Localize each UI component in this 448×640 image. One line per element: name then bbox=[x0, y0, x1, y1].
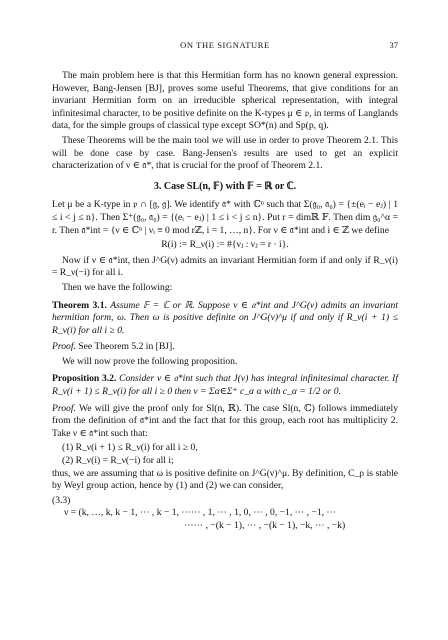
equation-line-2: ⋯⋯ , −(k − 1), ⋯ , −(k − 1), −k, ⋯ , −k) bbox=[184, 520, 346, 531]
section-heading: 3. Case SL(n, 𝔽) with 𝔽 = ℝ or ℂ. bbox=[153, 180, 297, 192]
closing-paragraph: thus, we are assuming that ω is positive definite on J^G(ν)^μ. By definition, C_ρ is stable by Weyl group action, hence by (1) and (2) we can consider, bbox=[52, 467, 398, 492]
running-title: ON THE SIGNATURE bbox=[180, 40, 270, 50]
condition-2: (2) R_ν(i) = R_ν(−i) for all i; bbox=[62, 455, 174, 467]
proof-label: Proof. bbox=[52, 402, 76, 414]
page-number: 37 bbox=[389, 40, 398, 50]
condition-1: (1) R_ν(i + 1) ≤ R_ν(i) for all i ≥ 0, bbox=[62, 442, 198, 454]
intro-paragraph-2: These Theorems will be the main tool we will use in order to prove Theorem 2.1. This will be done case by case. Bang-Jensen's results are used to get an explicit characterization of ν ∈ 𝔞*, that is crucial for the proof of Theorem 2.1. bbox=[52, 134, 398, 172]
theorem-3-1 bbox=[52, 300, 398, 338]
equation-number: (3.3) bbox=[52, 494, 71, 506]
intro-paragraph-1: The main problem here is that this Hermitian form has no known general expression. However, Bang-Jensen [BJ], proves some useful Theorems, that give conditions for an invariant Hermitian form on an irreducible spherical representation, with integral infinitesimal character, to be positive definite on the K-types μ ∈ 𝔭, in terms of Langlands data, for the simple groups of classical type except SO*(n) and Sp(p, q). bbox=[52, 70, 398, 132]
proof-label: Proof. bbox=[52, 341, 76, 353]
body-text bbox=[52, 70, 398, 533]
section-paragraph-2: Now if ν ∈ 𝔞*int, then J^G(ν) admits an invariant Hermitian form if and only if R_ν(i) = R_ν(−i) for all i. bbox=[52, 254, 398, 279]
proof-2 bbox=[52, 403, 398, 441]
proposition-label: Proposition 3.2. bbox=[52, 373, 117, 385]
transition-paragraph: We will now prove the following proposition. bbox=[62, 355, 238, 367]
equation-line-1: ν = (k, …, k, k − 1, ⋯ , k − 1, ⋯⋯ , 1, ⋯ , 1, 0, ⋯ , 0, −1, ⋯ , −1, ⋯ bbox=[64, 507, 337, 519]
proposition-3-2 bbox=[52, 373, 398, 398]
theorem-label: Theorem 3.1. bbox=[52, 299, 107, 311]
definition-display: R(i) := R_ν(i) := #{νⱼ : νⱼ = r · i}. bbox=[161, 239, 289, 251]
section-paragraph-3: Then we have the following: bbox=[62, 281, 173, 293]
proof-text: We will give the proof only for Sl(n, ℝ). The case Sl(n, ℂ) follows immediately from the definition of 𝔞*int and the fact that for this group, each root has multiplicity 2. Take ν ∈ 𝔞*int such that: bbox=[52, 402, 398, 439]
proposition-body: Consider ν ∈ 𝔞*int such that J(ν) has integral infinitesimal character. If R_ν(i + 1) ≤ R_ν(i) for all i ≥ 0 then ν = Σα∈Σ⁺ c_α α with c_α = 1/2 or 0. bbox=[52, 373, 398, 398]
proof-text: See Theorem 5.2 in [BJ]. bbox=[78, 341, 175, 353]
section-paragraph-1: Let μ be a K-type in 𝔭 ∩ [𝔤, 𝔤]. We identify 𝔞* with ℂⁿ such that Σ(𝔤₀, 𝔞₀) = {±(eᵢ − eⱼ) | 1 ≤ i < j ≤ n}. Then Σ⁺(𝔤₀, 𝔞₀) = {(eᵢ − eⱼ) | 1 ≤ i < j ≤ n}. Put r = dimℝ 𝔽. Then dim 𝔤₀^α = r. Then 𝔞*int = {ν ∈ ℂⁿ | νᵢ ≡ 0 mod rℤ, i = 1, …, n}. For ν ∈ 𝔞*int and i ∈ ℤ we define bbox=[52, 199, 398, 236]
theorem-body: Assume 𝔽 = ℂ or ℝ. Suppose ν ∈ 𝔞*int and J^G(ν) admits an invariant hermitian form, ω. Then ω is positive definite on J^G(ν)^μ if and only if R_ν(i + 1) ≤ R_ν(i) for all i ≥ 0. bbox=[52, 299, 398, 336]
proof-1 bbox=[52, 341, 398, 354]
